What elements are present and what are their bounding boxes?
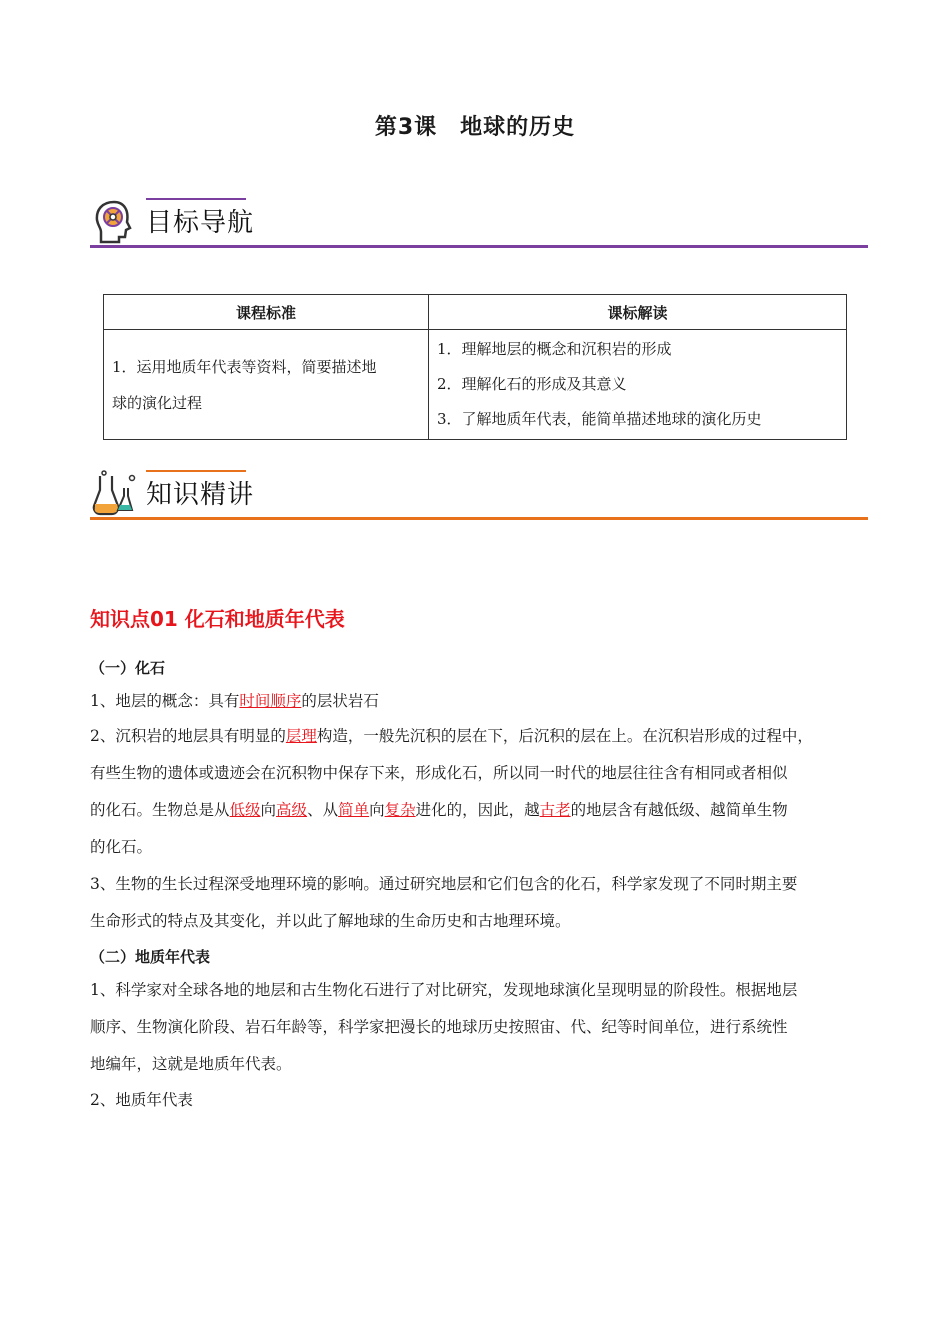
knowledge-divider [90,517,868,520]
geologic-paragraph-1: 1、科学家对全球各地的地层和古生物化石进行了对比研究，发现地球演化呈现明显的阶段性。根据地层 顺序、生物演化阶段、岩石年龄等，科学家把漫长的地球历史按照宙、代、纪等时间单位，进行系统性 地编年，这就是地质年代表。 [90,981,798,1073]
standard-cell: 1．运用地质年代表等资料，简要描述地 球的演化过程 [104,330,429,440]
table-header-standard: 课程标准 [104,295,429,330]
fossil-paragraph-3: 3、生物的生长过程深受地理环境的影响。通过研究地层和它们包含的化石，科学家发现了不同时期主要 生命形式的特点及其变化，并以此了解地球的生命历史和古地理环境。 [90,875,798,930]
interpretation-item: 1．理解地层的概念和沉积岩的形成 [437,340,672,358]
fossil-heading: （一）化石 [90,659,166,677]
table-header-interpretation: 课标解读 [429,295,847,330]
goal-navigation-label: 目标导航 [146,208,255,238]
goal-divider [90,245,868,248]
highlight-term: 古老 [539,801,571,819]
curriculum-table [103,294,847,440]
geologic-table-heading: （二）地质年代表 [90,948,211,966]
interpretation-cell [429,330,847,440]
geologic-paragraph-2: 2、地质年代表 [90,1091,193,1109]
knowledge-lecture-header [90,470,868,520]
highlight-term: 简单 [338,801,370,819]
brain-head-icon [92,198,136,244]
interpretation-item: 3．了解地质年代表，能简单描述地球的演化历史 [437,410,762,428]
goal-navigation-header [90,198,868,248]
knowledge-lecture-label: 知识精讲 [146,480,255,510]
highlight-term: 层理 [285,727,317,745]
knowledge-point-title: 知识点01 化石和地质年代表 [90,607,345,631]
highlight-term: 低级 [229,801,261,819]
interpretation-item: 2．理解化石的形成及其意义 [437,375,627,393]
fossil-paragraph-1: 1、地层的概念：具有时间顺序的层状岩石 [90,692,379,710]
highlight-term: 高级 [276,801,308,819]
fossil-paragraph-2: 2、沉积岩的地层具有明显的层理构造，一般先沉积的层在下，后沉积的层在上。在沉积岩形成的过程中， 有些生物的遗体或遗迹会在沉积物中保存下来，形成化石，所以同一时代的地层往往含有相同或者相似 的化石。生物总是从低级向高级、从简单向复杂进化的，因此，越古老的地层含有越低级、越简单生物 的化石。 [90,727,813,856]
highlight-term: 时间顺序 [239,692,302,710]
page-title: 第3课 地球的历史 [374,115,576,140]
highlight-term: 复杂 [384,801,416,819]
lab-flask-icon [92,470,136,516]
